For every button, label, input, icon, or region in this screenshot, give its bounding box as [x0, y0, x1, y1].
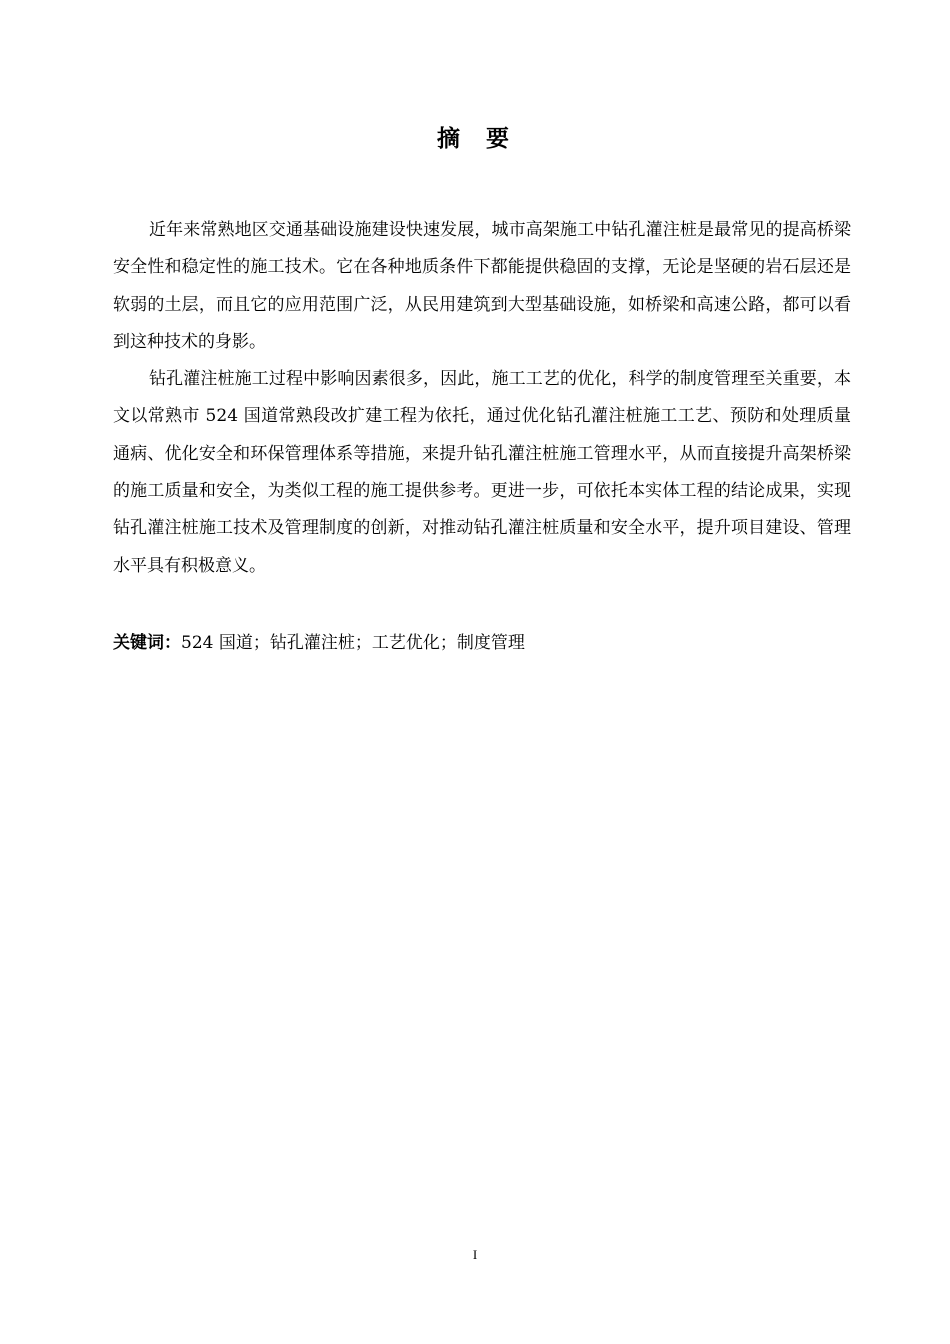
keywords-text: 524 国道；钻孔灌注桩；工艺优化；制度管理	[181, 633, 525, 653]
abstract-title-part1: 摘	[437, 126, 464, 152]
keywords-label: 关键词：	[113, 633, 181, 653]
abstract-paragraph-1: 近年来常熟地区交通基础设施建设快速发展，城市高架施工中钻孔灌注桩是最常见的提高桥梁安全性和稳定性的施工技术。它在各种地质条件下都能提供稳固的支撑，无论是坚硬的岩石层还是软弱的土层，而且它的应用范围广泛，从民用建筑到大型基础设施，如桥梁和高速公路，都可以看到这种技术的身影。	[113, 220, 851, 352]
abstract-title	[0, 120, 950, 153]
abstract-title-part2: 要	[486, 126, 513, 152]
page-number: I	[472, 1247, 478, 1262]
abstract-paragraph-2: 钻孔灌注桩施工过程中影响因素很多，因此，施工工艺的优化，科学的制度管理至关重要，本文以常熟市 524 国道常熟段改扩建工程为依托，通过优化钻孔灌注桩施工工艺、预防和处理质量通病、优化安全和环保管理体系等措施，来提升钻孔灌注桩施工管理水平，从而直接提升高架桥梁的施工质量和安全，为类似工程的施工提供参考。更进一步，可依托本实体工程的结论成果，实现钻孔灌注桩施工技术及管理制度的创新，对推动钻孔灌注桩质量和安全水平，提升项目建设、管理水平具有积极意义。	[113, 369, 851, 576]
keywords-line	[113, 628, 851, 658]
abstract-body	[113, 212, 851, 585]
